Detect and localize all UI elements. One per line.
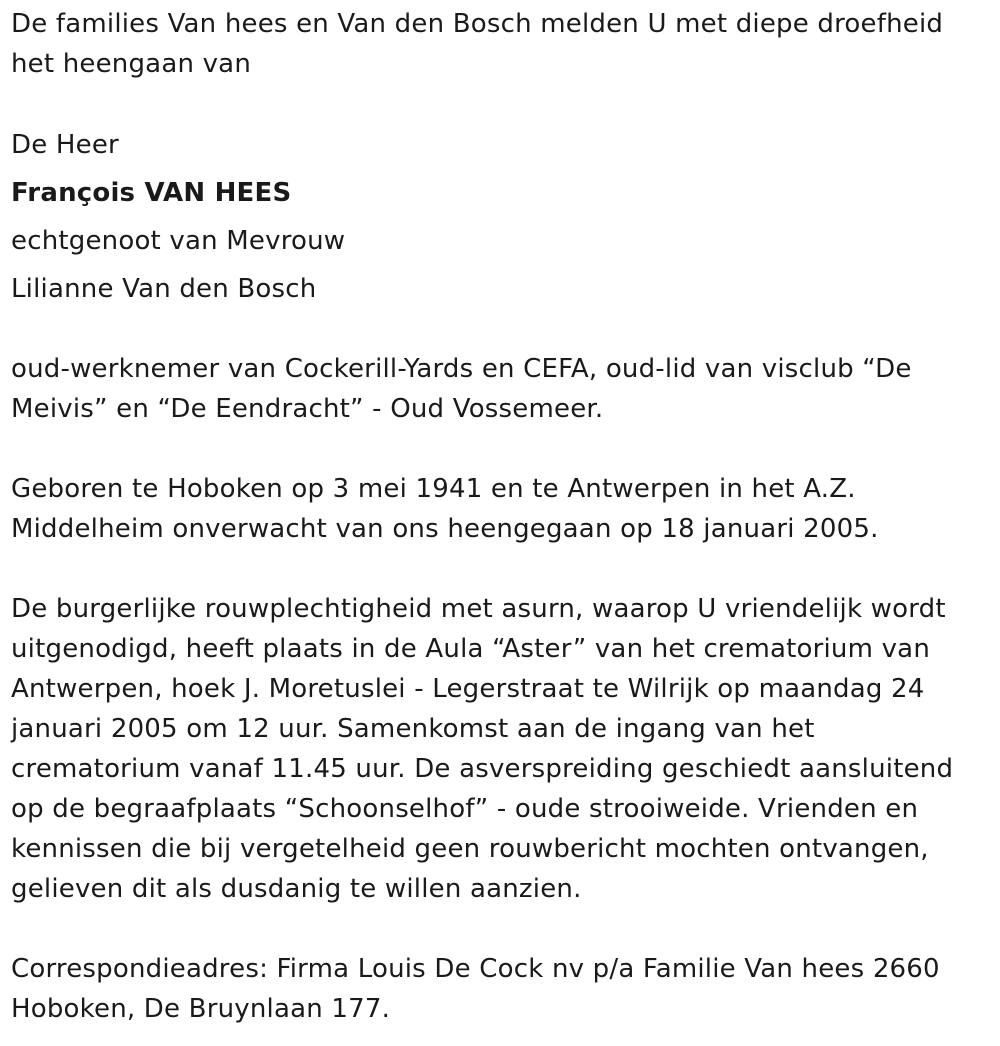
ceremony-line: januari 2005 om 12 uur. Samenkomst aan de ingang van het xyxy=(11,714,815,744)
intro-paragraph xyxy=(11,4,980,84)
correspondence-paragraph xyxy=(11,949,980,1029)
salutation: De Heer xyxy=(11,130,119,160)
occupation-line: Meivis” en “De Eendracht” - Oud Vossemeer. xyxy=(11,394,604,424)
ceremony-line: gelieven dit als dusdanig te willen aanzien. xyxy=(11,874,582,904)
ceremony-line: op de begraafplaats “Schoonselhof” - oude strooiweide. Vrienden en xyxy=(11,794,919,824)
ceremony-line: kennissen die bij vergetelheid geen rouwbericht mochten ontvangen, xyxy=(11,834,929,864)
birth-death-line: Geboren te Hoboken op 3 mei 1941 en te Antwerpen in het A.Z. xyxy=(11,474,856,504)
birth-death-line: Middelheim onverwacht van ons heengegaan op 18 januari 2005. xyxy=(11,514,879,544)
ceremony-paragraph xyxy=(11,589,980,909)
intro-line: De families Van hees en Van den Bosch melden U met diepe droefheid xyxy=(11,9,944,39)
correspondence-line: Correspondieadres: Firma Louis De Cock nv p/a Familie Van hees 2660 xyxy=(11,954,940,984)
ceremony-line: crematorium vanaf 11.45 uur. De asverspreiding geschiedt aansluitend xyxy=(11,754,954,784)
ceremony-line: uitgenodigd, heeft plaats in de Aula “Aster” van het crematorium van xyxy=(11,634,930,664)
intro-line: het heengaan van xyxy=(11,49,251,79)
deceased-name: François VAN HEES xyxy=(11,178,292,208)
correspondence-line: Hoboken, De Bruynlaan 177. xyxy=(11,994,391,1024)
spouse-line: echtgenoot van Mevrouw xyxy=(11,226,346,256)
occupation-line: oud-werknemer van Cockerill-Yards en CEFA, oud-lid van visclub “De xyxy=(11,354,912,384)
ceremony-line: Antwerpen, hoek J. Moretuslei - Legerstraat te Wilrijk op maandag 24 xyxy=(11,674,925,704)
ceremony-line: De burgerlijke rouwplechtigheid met asurn, waarop U vriendelijk wordt xyxy=(11,594,946,624)
spouse-name: Lilianne Van den Bosch xyxy=(11,274,317,304)
occupation-paragraph xyxy=(11,349,980,429)
birth-death-paragraph xyxy=(11,469,980,549)
